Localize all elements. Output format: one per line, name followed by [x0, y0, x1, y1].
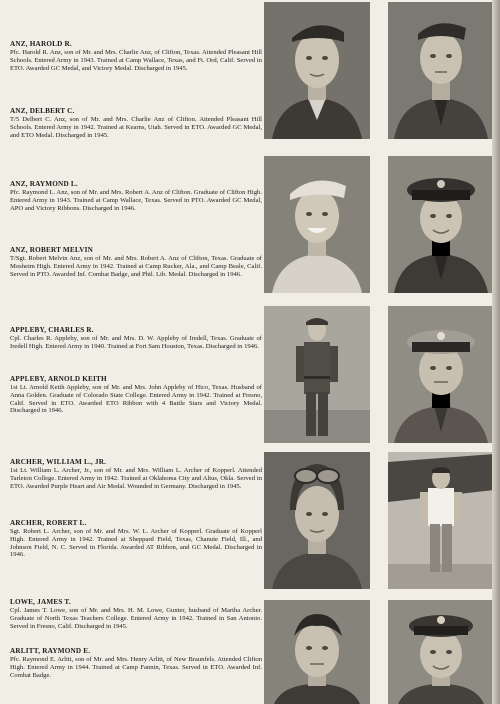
portrait-image — [388, 600, 494, 704]
entry-text: Cpl. Charles R. Appleby, son of Mr. and Mrs. D. W. Appleby of Iredell, Texas. Graduate of Iredell High. Entered Army in 1940. Trained at Fort Sam Houston, Texas. Discharged in 1946. — [10, 335, 262, 350]
entry-anz-harold — [10, 40, 262, 72]
portrait-image — [264, 600, 370, 704]
entry-name: ARCHER, ROBERT L. — [10, 519, 87, 527]
photo-column — [262, 0, 500, 704]
entry-name: ANZ, DELBERT C. — [10, 107, 75, 115]
entry-text: Cpl. James T. Lowe, son of Mr. and Mrs. H. M. Lowe, Gunter, husband of Martha Archer. Graduate of North Texas Teachers College. Entered Army in 1942. Trained in San Antonio. Served in Fresno, Calif. Discharged in 1945. — [10, 607, 262, 630]
entry-text: Pfc. Harold R. Anz, son of Mr. and Mrs. Charlie Anz, of Clifton, Texas. Attended Pleasant Hill Schools. Entered Army in 1943. Trained at Camp Wallace, Texas, and Ft. Ord, Calif. Served in ETO. Awarded GC Medal, and Victory Medal. Discharged in 1945. — [10, 49, 262, 72]
entry-appleby-charles — [10, 326, 262, 351]
entry-text: Pfc. Raymond E. Arlitt, son of Mr. and Mrs. Henry Arlitt, of New Braunfels. Attended Clifton High. Entered Army in 1944. Trained at Camp Fannin, Texas. Served in ETO. Awarded Inf. Combat Badge. — [10, 656, 262, 679]
portrait-photo — [388, 306, 494, 443]
entry-lowe-james — [10, 598, 262, 630]
entry-name: ANZ, HAROLD R. — [10, 40, 72, 48]
page-binding-edge — [492, 0, 500, 704]
portrait-image — [388, 2, 494, 139]
portrait-photo — [388, 600, 494, 704]
portrait-image — [264, 2, 370, 139]
portrait-image — [264, 306, 370, 443]
entry-text: 1st Lt. William L. Archer, Jr., son of Mr. and Mrs. William L. Archer of Kopperl. Attended Tarleton College. Entered Army in 1942. Trained at Oklahoma City and Altus, Okla. Served in ETO. Awarded Purple Heart and Air Medal. Wounded in Germany. Discharged in 1945. — [10, 467, 262, 490]
entry-appleby-arnold — [10, 375, 262, 415]
entry-text: T/Sgt. Robert Melvin Anz, son of Mr. and Mrs. Robert A. Anz of Clifton, Texas. Graduate of Mosheim High. Entered Army in 1942. Trained at Camp Rucker, Ala., and Camp Beale, Calif. Served in PTO. Awarded Inf. Combat Badge, and Phil. Lib. Medal. Discharged in 1946. — [10, 255, 262, 278]
portrait-image — [264, 156, 370, 293]
portrait-image — [388, 156, 494, 293]
portrait-photo — [264, 452, 370, 589]
entry-text: T/5 Delbert C. Anz, son of Mr. and Mrs. Charlie Anz of Clifton. Attended Pleasant Hill Schools. Entered Army in 1942. Trained at Kearns, Utah. Served in ETO. Awarded GC Medal, and ETO Medal. Discharged in 1945. — [10, 116, 262, 139]
entry-arlitt-raymond — [10, 647, 262, 679]
entry-name: ARCHER, WILLIAM L., JR. — [10, 458, 107, 466]
portrait-photo — [264, 2, 370, 139]
portrait-photo — [388, 2, 494, 139]
entry-archer-william — [10, 458, 262, 490]
entry-anz-delbert — [10, 107, 262, 139]
portrait-image — [388, 306, 494, 443]
portrait-photo — [388, 452, 494, 589]
entry-name: ARLITT, RAYMOND E. — [10, 647, 91, 655]
entry-anz-raymond — [10, 180, 262, 212]
portrait-image — [264, 452, 370, 589]
entry-name: LOWE, JAMES T. — [10, 598, 71, 606]
entry-text: Pfc. Raymond L. Anz, son of Mr. and Mrs. Robert A. Anz of Clifton. Graduate of Clifton High. Entered Army in 1943. Trained at Camp Wallace, Texas. Served in PTO. Awarded GC Medal, APO and Victory Ribbons. Discharged in 1946. — [10, 189, 262, 212]
entry-name: ANZ, RAYMOND L. — [10, 180, 78, 188]
entry-text: 1st Lt. Arnold Keith Appleby, son of Mr. and Mrs. John Appleby of Hico, Texas. Husband of Anna Golden. Graduate of Colorado State College. Entered Army in 1942. Trained at Fresno, Calif. Served in ETO. Awarded ETO Ribbon with 4 Battle Stars and Victory Medal. Discharged in 1946. — [10, 384, 262, 415]
portrait-photo — [264, 600, 370, 704]
entry-text: Sgt. Robert L. Archer, son of Mr. and Mrs. W. L. Archer of Kopperl. Graduate of Kopperl High. Entered Army in 1942. Trained at Sheppard Field, Texas, Chanute Field, Ill., and Johnson Field, N. C. Served in Florida. Awarded AT Ribbon, and GC Medal. Discharged in 1946. — [10, 528, 262, 559]
entry-name: APPLEBY, ARNOLD KEITH — [10, 375, 107, 383]
portrait-image — [388, 452, 494, 589]
entry-name: APPLEBY, CHARLES R. — [10, 326, 94, 334]
portrait-photo — [388, 156, 494, 293]
portrait-photo — [264, 306, 370, 443]
biography-column — [10, 0, 262, 704]
entry-archer-robert — [10, 519, 262, 559]
portrait-photo — [264, 156, 370, 293]
entry-anz-robert — [10, 246, 262, 278]
entry-name: ANZ, ROBERT MELVIN — [10, 246, 94, 254]
